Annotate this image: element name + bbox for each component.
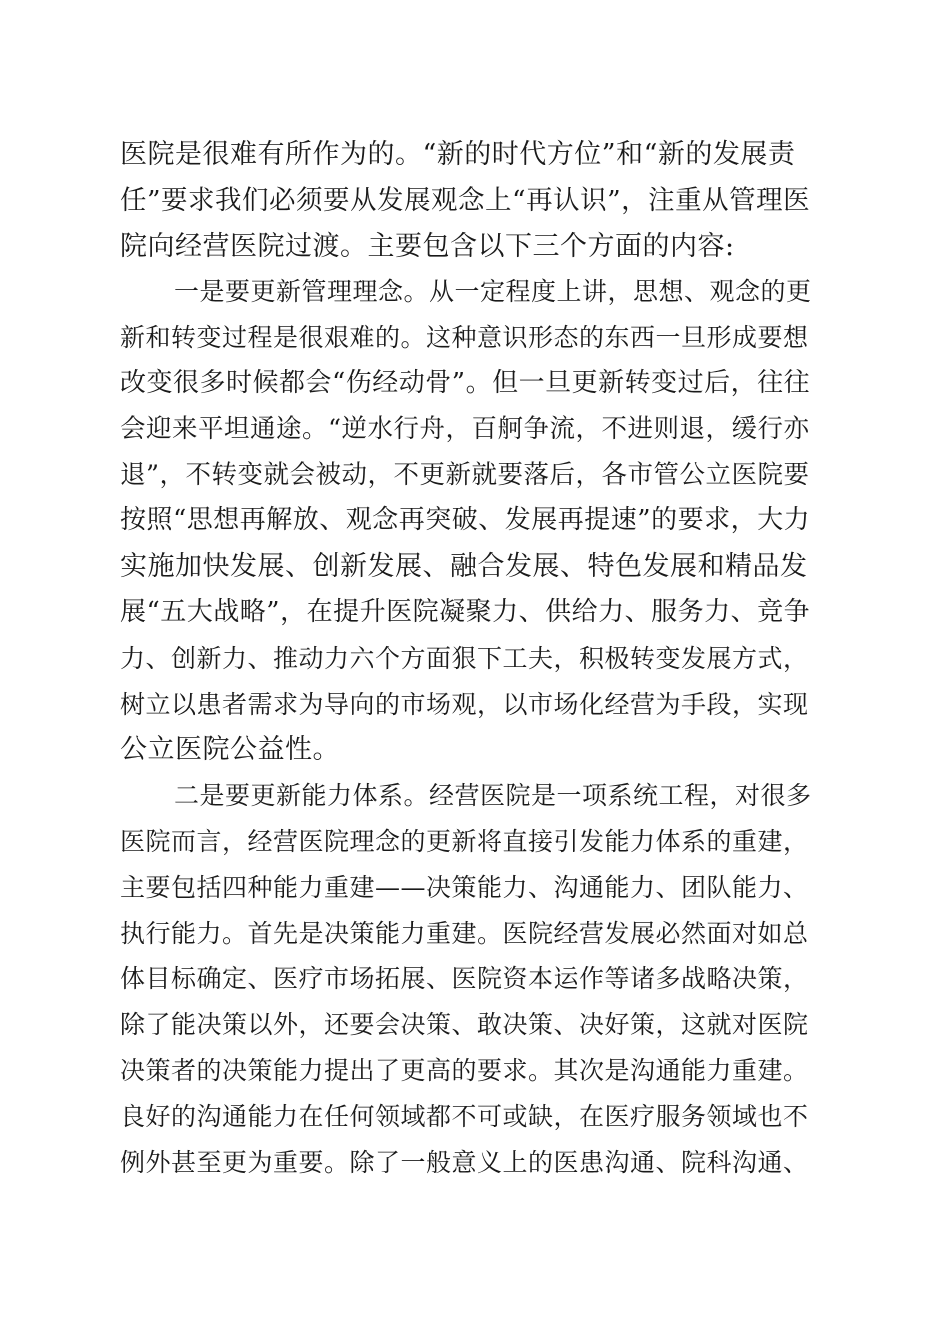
text-line: 树立以患者需求为导向的市场观，以市场化经营为手段，实现: [120, 689, 809, 719]
text-line: 良好的沟通能力在任何领域都不可或缺，在医疗服务领域也不: [120, 1101, 809, 1131]
text-line: 院向经营医院过渡。主要包含以下三个方面的内容:: [120, 230, 735, 262]
text-line: 展“五大战略”，在提升医院凝聚力、供给力、服务力、竞争: [120, 596, 811, 627]
document-body: [120, 132, 820, 1185]
text-line: 公立医院公益性。: [120, 734, 340, 766]
text-line: 执行能力。首先是决策能力重建。医院经营发展必然面对如总: [120, 918, 809, 948]
text-line: 体目标确定、医疗市场拓展、医院资本运作等诸多战略决策，: [120, 964, 809, 994]
text-line: 新和转变过程是很艰难的。这种意识形态的东西一旦形成要想: [120, 323, 809, 353]
text-line: 一是要更新管理理念。从一定程度上讲，思想、观念的更: [174, 277, 812, 307]
text-line: 除了能决策以外，还要会决策、敢决策、决好策，这就对医院: [120, 1010, 809, 1040]
text-line: 力、创新力、推动力六个方面狠下工夫，积极转变发展方式，: [120, 643, 809, 673]
text-line: 医院是很难有所作为的。“新的时代方位”和“新的发展责: [120, 139, 796, 170]
text-line: 决策者的决策能力提出了更高的要求。其次是沟通能力重建。: [120, 1055, 809, 1085]
text-line: 按照“思想再解放、观念再突破、发展再提速”的要求，大力: [120, 505, 811, 536]
text-line: 例外甚至更为重要。除了一般意义上的医患沟通、院科沟通、: [120, 1147, 809, 1177]
text-line: 主要包括四种能力重建——决策能力、沟通能力、团队能力、: [120, 872, 809, 902]
text-line: 医院而言，经营医院理念的更新将直接引发能力体系的重建，: [120, 826, 809, 856]
text-line: 任”要求我们必须要从发展观念上“再认识”，注重从管理医: [120, 184, 811, 216]
text-line: 二是要更新能力体系。经营医院是一项系统工程，对很多: [174, 781, 812, 811]
text-line: 会迎来平坦通途。“逆水行舟，百舸争流，不进则退，缓行亦: [120, 413, 810, 444]
text-line: 实施加快发展、创新发展、融合发展、特色发展和精品发: [120, 551, 808, 583]
text-line: 改变很多时候都会“伤经动骨”。但一旦更新转变过后，往往: [120, 367, 811, 398]
text-line: 退”，不转变就会被动，不更新就要落后，各市管公立医院要: [120, 459, 810, 490]
